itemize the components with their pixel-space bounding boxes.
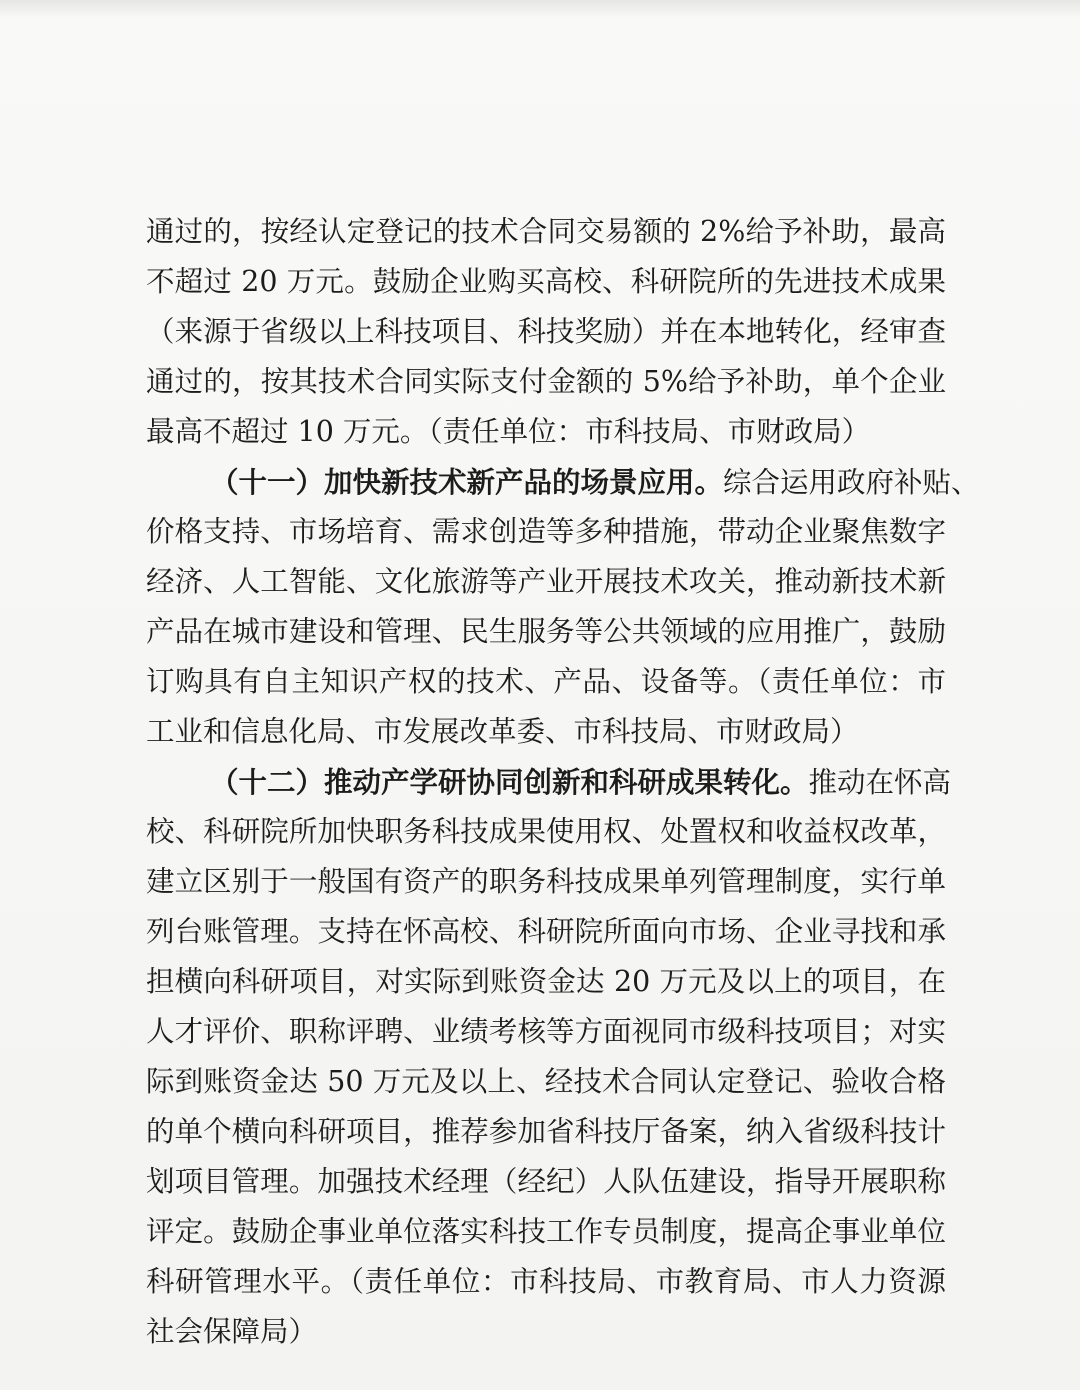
body-line: 列台账管理。支持在怀高校、科研院所面向市场、企业寻找和承 bbox=[146, 915, 946, 948]
scan-edge-shadow bbox=[0, 0, 1080, 18]
body-line: 的单个横向科研项目，推荐参加省科技厅备案，纳入省级科技计 bbox=[146, 1115, 946, 1148]
section-12-first-line bbox=[210, 758, 952, 806]
section-11-first-line-text: 综合运用政府补贴、 bbox=[723, 466, 980, 499]
section-11-heading: （十一）加快新技术新产品的场景应用。 bbox=[210, 465, 724, 499]
body-line: 社会保障局） bbox=[146, 1315, 318, 1348]
body-line: 评定。鼓励企事业单位落实科技工作专员制度，提高企事业单位 bbox=[146, 1215, 946, 1248]
body-line: 划项目管理。加强技术经理（经纪）人队伍建设，指导开展职称 bbox=[146, 1165, 946, 1198]
body-line: 担横向科研项目，对实际到账资金达 20 万元及以上的项目，在 bbox=[146, 965, 946, 998]
section-11-first-line bbox=[210, 458, 980, 506]
section-12-heading: （十二）推动产学研协同创新和科研成果转化。 bbox=[210, 765, 809, 799]
body-line: 经济、人工智能、文化旅游等产业开展技术攻关，推动新技术新 bbox=[146, 565, 946, 598]
body-line: 际到账资金达 50 万元及以上、经技术合同认定登记、验收合格 bbox=[146, 1065, 946, 1098]
body-line: 订购具有自主知识产权的技术、产品、设备等。（责任单位：市 bbox=[146, 665, 946, 698]
body-line: 最高不超过 10 万元。（责任单位：市科技局、市财政局） bbox=[146, 415, 871, 448]
body-line: 产品在城市建设和管理、民生服务等公共领域的应用推广，鼓励 bbox=[146, 615, 946, 648]
body-line: 价格支持、市场培育、需求创造等多种措施，带动企业聚焦数字 bbox=[146, 515, 946, 548]
body-line: 科研管理水平。（责任单位：市科技局、市教育局、市人力资源 bbox=[146, 1265, 946, 1298]
body-line: 建立区别于一般国有资产的职务科技成果单列管理制度，实行单 bbox=[146, 865, 946, 898]
body-line: 通过的，按经认定登记的技术合同交易额的 2%给予补助，最高 bbox=[146, 215, 946, 248]
body-line: 工业和信息化局、市发展改革委、市科技局、市财政局） bbox=[146, 715, 859, 748]
body-line: 校、科研院所加快职务科技成果使用权、处置权和收益权改革， bbox=[146, 815, 946, 848]
body-line: 不超过 20 万元。鼓励企业购买高校、科研院所的先进技术成果 bbox=[146, 265, 946, 298]
section-12-first-line-text: 推动在怀高 bbox=[808, 766, 952, 799]
body-line: （来源于省级以上科技项目、科技奖励）并在本地转化，经审查 bbox=[146, 315, 946, 348]
body-line: 人才评价、职称评聘、业绩考核等方面视同市级科技项目；对实 bbox=[146, 1015, 946, 1048]
body-line: 通过的，按其技术合同实际支付金额的 5%给予补助，单个企业 bbox=[146, 365, 946, 398]
